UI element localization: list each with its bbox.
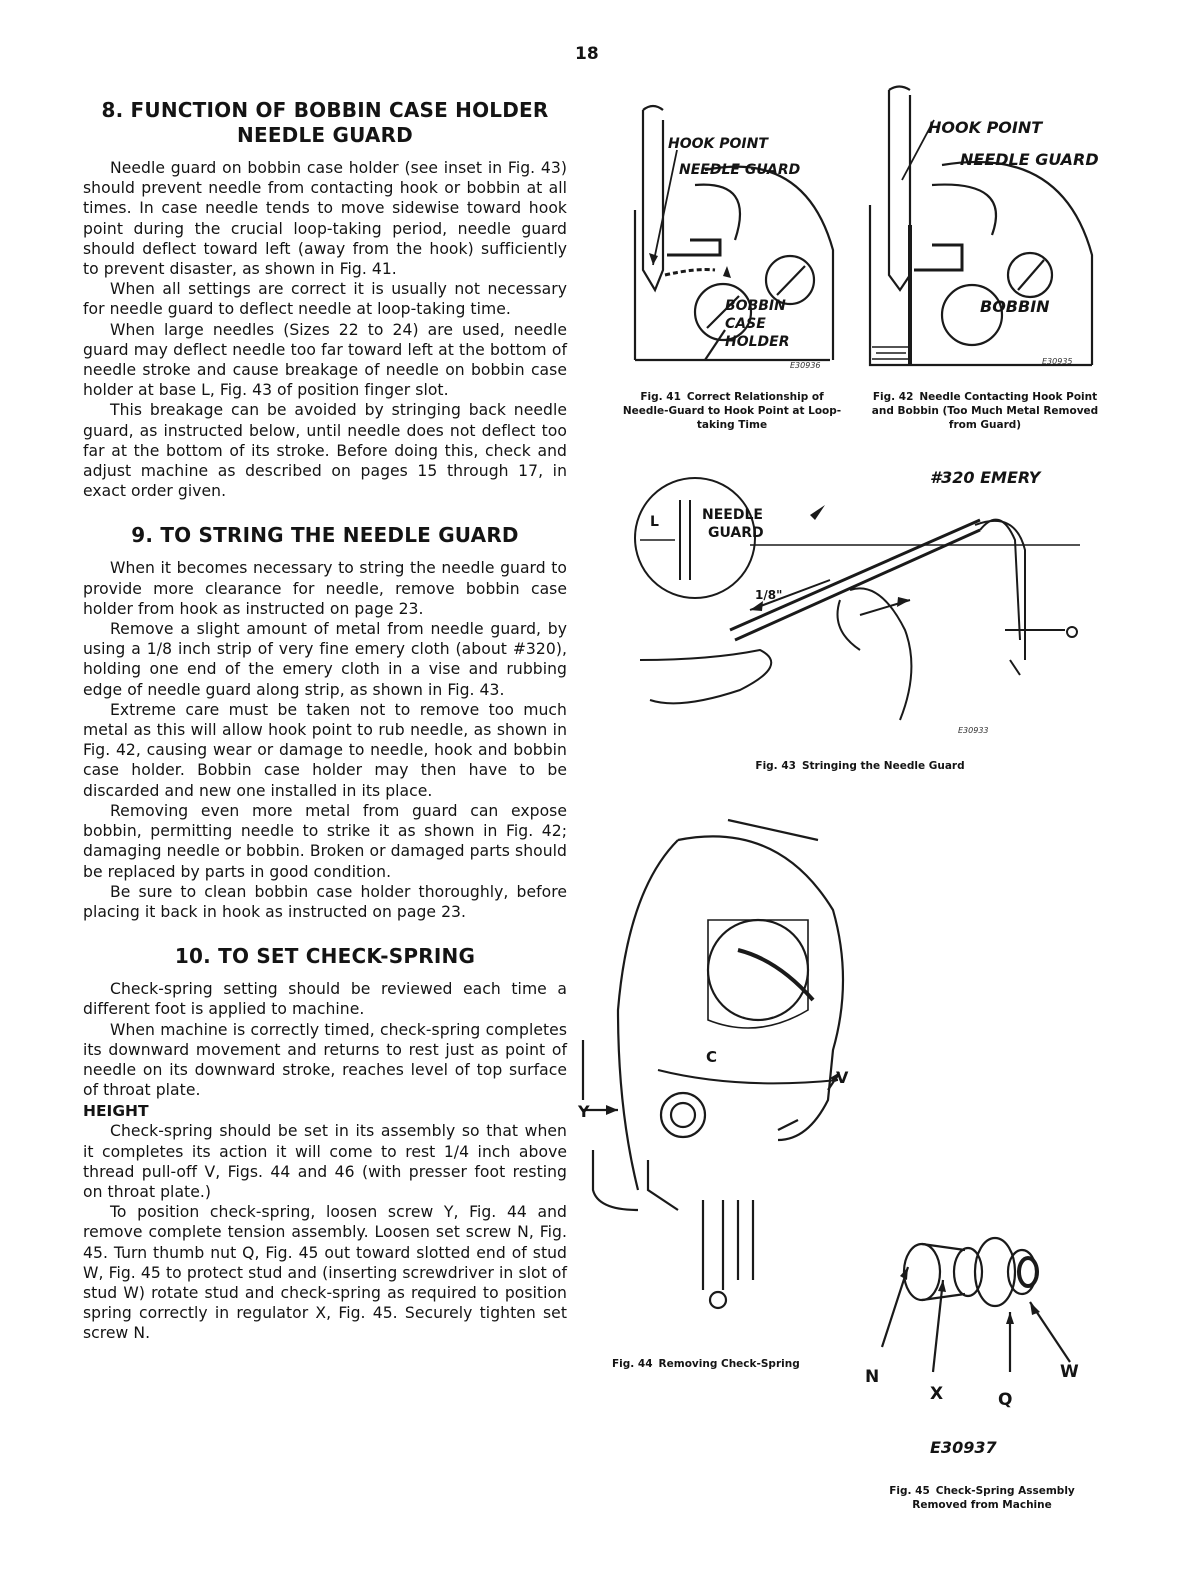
subheading-height: HEIGHT: [83, 1102, 149, 1121]
label-C: C: [706, 1048, 718, 1066]
figure-41: [615, 90, 845, 380]
caption-text: Stringing the Needle Guard: [801, 760, 965, 772]
caption-text: Check-Spring Assembly Removed from Machine: [912, 1485, 1075, 1511]
paragraph: Removing even more metal from guard can expose bobbin, permitting needle to strike it as shown in Fig. 42; damaging needle or bobbin. Broken or damaged parts should be replaced by parts in good condition.: [83, 801, 567, 881]
label-bobbin: BOBBIN: [725, 298, 786, 314]
paragraph: Be sure to clean bobbin case holder thoroughly, before placing it back in hook as instructed on page 23.: [83, 882, 567, 921]
section-bobbin-case-holder: [83, 98, 567, 501]
label-bobbin: BOBBIN: [980, 297, 1050, 316]
caption-text: Correct Relationship of Needle-Guard to Hook Point at Loop-taking Time: [622, 391, 842, 431]
caption-text: Removing Check-Spring: [658, 1358, 800, 1370]
figure-44-drawing: [578, 810, 868, 1320]
label-needle-guard: NEEDLE GUARD: [679, 162, 801, 178]
label-V: V: [836, 1068, 849, 1087]
paragraph: When large needles (Sizes 22 to 24) are used, needle guard may deflect needle too far toward left at the bottom of needle stroke and cause breakage of needle on bobbin case holder at base L, Fig. 43 of position finger slot.: [83, 320, 567, 400]
paragraph: When all settings are correct it is usually not necessary for needle guard to deflect needle at loop-taking time.: [83, 280, 567, 319]
section-title-line1: 10. TO SET CHECK-SPRING: [174, 944, 476, 969]
section-title-line2: NEEDLE GUARD: [237, 123, 413, 147]
label-Q: Q: [998, 1390, 1013, 1410]
figure-45-caption: [872, 1484, 1092, 1512]
label-N: N: [865, 1367, 880, 1387]
figure-code: E30933: [958, 726, 989, 735]
caption-number: Fig. 42: [872, 391, 914, 403]
label-holder: HOLDER: [725, 334, 790, 350]
figure-42-caption: [862, 390, 1108, 432]
section-title: [83, 523, 567, 548]
figure-43-caption: [700, 759, 1020, 773]
figure-44-caption: [612, 1357, 842, 1371]
section-string-needle-guard: [83, 523, 567, 922]
paragraph: When it becomes necessary to string the needle guard to provide more clearance for needle, remove bobbin case holder from hook as instructed on page 23.: [83, 559, 567, 618]
figure-43-drawing: [620, 460, 1100, 750]
label-case: CASE: [725, 316, 766, 332]
paragraph: Remove a slight amount of metal from needle guard, by using a 1/8 inch strip of very fine emery cloth (about #320), holding one end of the emery cloth in a vise and rubbing edge of needle guard along strip, as shown in Fig. 43.: [83, 620, 567, 699]
figure-code: E30937: [930, 1438, 997, 1457]
paragraph: When machine is correctly timed, check-spring completes its downward movement and returns to rest just as point of needle on its downward stroke, reaches level of top surface of throat plate.: [83, 1020, 567, 1100]
paragraph: Extreme care must be taken not to remove too much metal as this will allow hook point to rub needle, as shown in Fig. 42, causing wear or damage to needle, hook and bobbin case holder. Bobbin case holder may then have to be discarded and new one installed in its place.: [83, 700, 567, 800]
caption-number: Fig. 44: [612, 1358, 653, 1370]
section-title-line1: 8. FUNCTION OF BOBBIN CASE HOLDER: [101, 98, 549, 122]
label-needle: NEEDLE: [702, 507, 763, 523]
figure-45: [860, 1232, 1100, 1472]
figure-code: E30936: [790, 361, 821, 370]
label-hook-point: HOOK POINT: [668, 136, 768, 152]
caption-number: Fig. 43: [755, 760, 796, 772]
figure-44: [578, 810, 868, 1320]
caption-number: Fig. 45: [889, 1485, 930, 1497]
figure-43: [620, 460, 1100, 750]
label-needle-guard: NEEDLE GUARD: [960, 150, 1099, 169]
label-hook-point: HOOK POINT: [928, 118, 1043, 137]
figure-code: E30935: [1042, 357, 1073, 366]
figure-42: [862, 85, 1102, 380]
section-set-check-spring: [83, 944, 567, 1343]
page-number: 18: [575, 44, 599, 64]
caption-text: Needle Contacting Hook Point and Bobbin (Too Much Metal Removed from Guard): [871, 391, 1099, 431]
paragraph: Needle guard on bobbin case holder (see inset in Fig. 43) should prevent needle from contacting hook or bobbin at all times. In case needle tends to move sidewise toward hook point during the crucial loop-taking period, needle guard should deflect toward left (away from the hook) sufficiently to prevent disaster, as shown in Fig. 41.: [83, 159, 567, 279]
text-column: [83, 98, 567, 1344]
label-Y: Y: [578, 1102, 590, 1121]
paragraph: Check-spring setting should be reviewed each time a different foot is applied to machine.: [83, 980, 567, 1019]
figure-41-caption: [618, 390, 846, 432]
label-fraction: 1/8": [755, 588, 783, 602]
paragraph: To position check-spring, loosen screw Y, Fig. 44 and remove complete tension assembly. Loosen set screw N, Fig. 45. Turn thumb nut Q, Fig. 45 out toward slotted end of stud W, Fig. 45 to protect stud and (inserting screwdriver in slot of stud W) rotate stud and check-spring as required to position spring correctly in regulator X, Fig. 45. Securely tighten set screw N.: [83, 1203, 567, 1343]
section-title-line1: 9. TO STRING THE NEEDLE GUARD: [131, 523, 519, 548]
section-title: [83, 944, 567, 969]
label-L: L: [650, 514, 659, 530]
label-emery: #320 EMERY: [930, 468, 1041, 487]
paragraph: This breakage can be avoided by stringing back needle guard, as instructed below, until needle does not deflect too far at the bottom of its stroke. Before doing this, check and adjust machine as described on pages 15 through 17, in exact order given.: [83, 401, 567, 501]
paragraph: Check-spring should be set in its assembly so that when it completes its action it will come to rest 1/4 inch above thread pull-off V, Figs. 44 and 46 (with presser foot resting on throat plate.): [83, 1122, 567, 1201]
label-guard: GUARD: [708, 525, 764, 541]
label-W: W: [1060, 1362, 1079, 1382]
figure-45-drawing: [860, 1232, 1100, 1472]
label-X: X: [930, 1384, 944, 1404]
caption-number: Fig. 41: [640, 391, 681, 403]
section-title: [83, 98, 567, 148]
